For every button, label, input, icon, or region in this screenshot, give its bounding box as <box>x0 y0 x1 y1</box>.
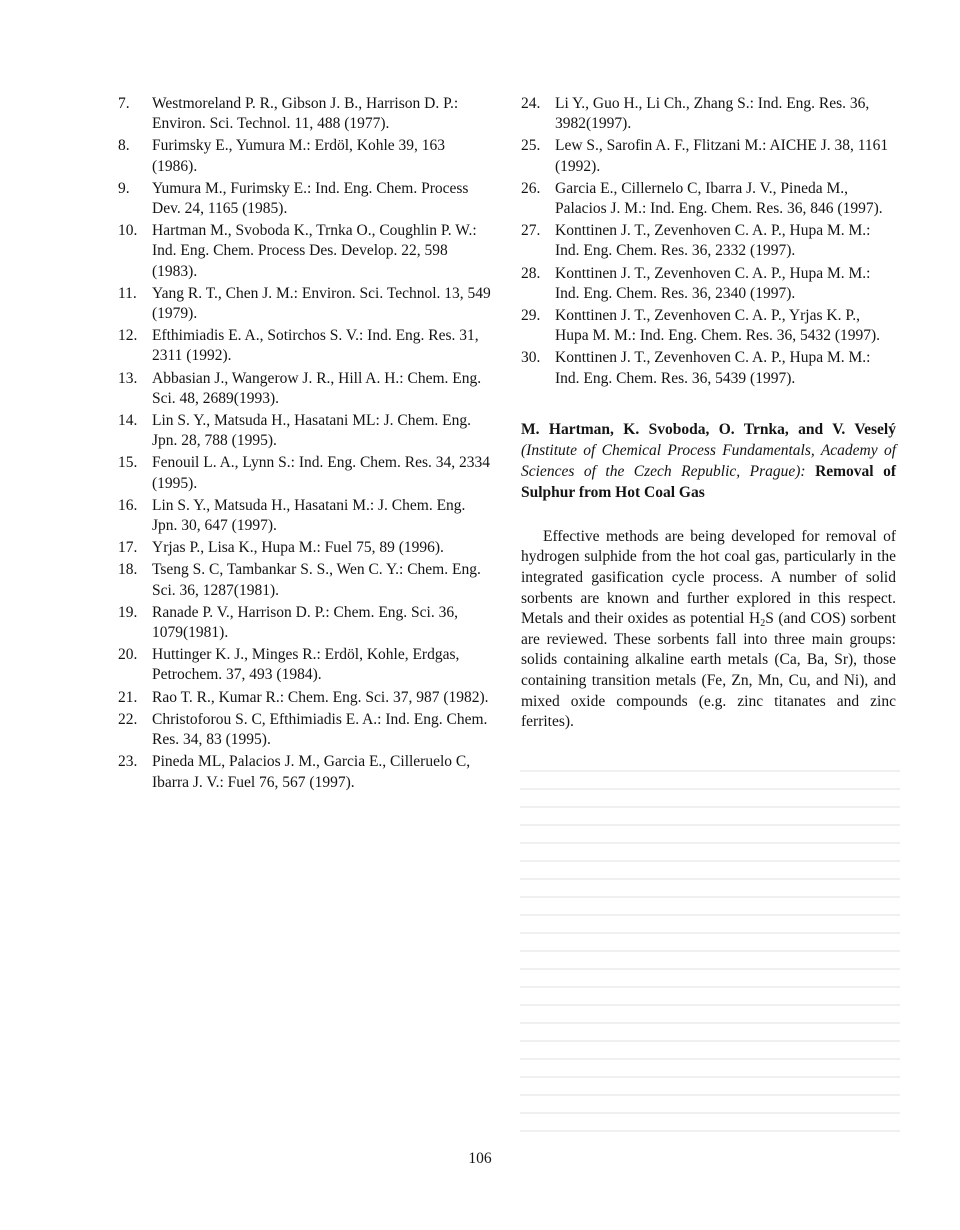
reference-item <box>521 136 896 176</box>
reference-number: 26. <box>521 179 541 197</box>
reference-number: 23. <box>118 753 138 771</box>
article-authors: M. Hartman, K. Svoboda, O. Trnka, and V. Veselý <box>521 420 896 438</box>
reference-item <box>118 496 493 536</box>
reference-number: 21. <box>118 688 138 706</box>
abstract-text-2: S (and COS) sorbent are reviewed. These sorbents fall into three main groups: solids containing alkaline earth metals (Ca, Ba, Sr), those containing transition metals (Fe, Zn, Mn, Cu, and Ni), and mixed oxide compounds (e.g. zinc titanates and zinc ferrites). <box>521 610 896 731</box>
reference-number: 8. <box>118 137 130 155</box>
reference-text: Li Y., Guo H., Li Ch., Zhang S.: Ind. Eng. Res. 36, 3982(1997). <box>555 95 870 133</box>
reference-number: 22. <box>118 710 138 728</box>
article-title: Removal of Sulphur from Hot Coal Gas <box>521 462 896 501</box>
reference-item <box>118 538 493 558</box>
reference-text: Westmoreland P. R., Gibson J. B., Harrison D. P.: Environ. Sci. Technol. 11, 488 (1977). <box>152 95 459 133</box>
article-affiliation: (Institute of Chemical Process Fundamentals, Academy of Sciences of the Czech Republic, Prague): <box>521 441 896 480</box>
reference-number: 10. <box>118 222 138 240</box>
reference-text: Konttinen J. T., Zevenhoven C. A. P., Hupa M. M.: Ind. Eng. Chem. Res. 36, 2340 (1997). <box>555 264 871 302</box>
reference-item <box>118 326 493 366</box>
reference-item <box>118 94 493 134</box>
reference-text: Abbasian J., Wangerow J. R., Hill A. H.: Chem. Eng. Sci. 48, 2689(1993). <box>152 369 482 407</box>
reference-item <box>118 411 493 451</box>
reference-list-right <box>521 94 896 389</box>
reference-item <box>118 603 493 643</box>
reference-list-left <box>118 94 493 795</box>
reference-item <box>521 94 896 134</box>
reference-number: 13. <box>118 369 138 387</box>
reference-text: Efthimiadis E. A., Sotirchos S. V.: Ind. Eng. Res. 31, 2311 (1992). <box>152 327 479 365</box>
reference-number: 29. <box>521 307 541 325</box>
reference-text: Ranade P. V., Harrison D. P.: Chem. Eng. Sci. 36, 1079(1981). <box>152 603 458 642</box>
reference-text: Konttinen J. T., Zevenhoven C. A. P., Hupa M. M.: Ind. Eng. Chem. Res. 36, 5439 (1997). <box>555 349 871 387</box>
reference-item <box>118 710 493 750</box>
reference-item <box>521 179 896 219</box>
right-column <box>521 94 896 733</box>
reference-item <box>118 369 493 409</box>
reference-text: Huttinger K. J., Minges R.: Erdöl, Kohle, Erdgas, Petrochem. 37, 493 (1984). <box>152 646 460 684</box>
reference-text: Garcia E., Cillernelo C, Ibarra J. V., Pineda M., Palacios J. M.: Ind. Eng. Chem. Res. 36, 846 (1997). <box>555 179 883 218</box>
reference-text: Lew S., Sarofin A. F., Flitzani M.: AICHE J. 38, 1161 (1992). <box>555 137 889 175</box>
reference-number: 25. <box>521 137 541 155</box>
reference-text: Yrjas P., Lisa K., Hupa M.: Fuel 75, 89 (1996). <box>152 539 444 557</box>
reference-item <box>118 453 493 493</box>
reference-item <box>118 284 493 324</box>
reference-number: 11. <box>118 284 137 302</box>
reference-number: 18. <box>118 561 138 579</box>
reference-number: 24. <box>521 95 541 112</box>
reverse-side-bleed-through <box>520 770 900 1140</box>
reference-item <box>118 179 493 219</box>
reference-item <box>118 688 493 708</box>
article-abstract <box>521 527 896 733</box>
reference-text: Konttinen J. T., Zevenhoven C. A. P., Yrjas K. P., Hupa M. M.: Ind. Eng. Chem. Res. 36, 5432 (1997). <box>555 307 881 345</box>
reference-number: 19. <box>118 603 138 621</box>
reference-item <box>118 560 493 600</box>
reference-number: 9. <box>118 179 130 197</box>
abstract-text-1: Effective methods are being developed for removal of hydrogen sulphide from the hot coal gas, particularly in the integrated gasification cycle process. A number of solid sorbents are known and further explored in this respect. Metals and their oxides as potential H <box>521 527 896 628</box>
reference-item <box>521 306 896 346</box>
reference-text: Furimsky E., Yumura M.: Erdöl, Kohle 39, 163 (1986). <box>152 137 446 175</box>
reference-item <box>118 136 493 176</box>
reference-number: 15. <box>118 454 138 472</box>
reference-text: Tseng S. C, Tambankar S. S., Wen C. Y.: Chem. Eng. Sci. 36, 1287(1981). <box>152 561 481 599</box>
reference-number: 12. <box>118 327 138 345</box>
reference-text: Yumura M., Furimsky E.: Ind. Eng. Chem. Process Dev. 24, 1165 (1985). <box>152 179 469 218</box>
reference-text: Hartman M., Svoboda K., Trnka O., Coughlin P. W.: Ind. Eng. Chem. Process Des. Develop. 22, 598 (1983). <box>152 222 477 280</box>
reference-item <box>521 348 896 388</box>
reference-text: Pineda ML, Palacios J. M., Garcia E., Cilleruelo C, Ibarra J. V.: Fuel 76, 567 (1997). <box>152 753 471 791</box>
reference-item <box>118 221 493 282</box>
article-heading <box>521 419 896 503</box>
page-number: 106 <box>468 1150 492 1167</box>
reference-number: 28. <box>521 264 541 282</box>
reference-number: 14. <box>118 412 138 430</box>
reference-text: Lin S. Y., Matsuda H., Hasatani M.: J. Chem. Eng. Jpn. 30, 647 (1997). <box>152 496 466 535</box>
reference-number: 16. <box>118 496 138 514</box>
reference-text: Konttinen J. T., Zevenhoven C. A. P., Hupa M. M.: Ind. Eng. Chem. Res. 36, 2332 (1997). <box>555 222 871 260</box>
reference-item <box>521 221 896 261</box>
reference-text: Lin S. Y., Matsuda H., Hasatani ML: J. Chem. Eng. Jpn. 28, 788 (1995). <box>152 412 472 450</box>
reference-text: Yang R. T., Chen J. M.: Environ. Sci. Technol. 13, 549 (1979). <box>152 284 491 323</box>
reference-text: Rao T. R., Kumar R.: Chem. Eng. Sci. 37, 987 (1982). <box>152 688 489 706</box>
reference-number: 17. <box>118 539 138 557</box>
reference-number: 7. <box>118 95 130 112</box>
reference-item <box>118 645 493 685</box>
reference-text: Fenouil L. A., Lynn S.: Ind. Eng. Chem. Res. 34, 2334 (1995). <box>152 454 490 492</box>
reference-number: 20. <box>118 646 138 664</box>
reference-text: Christoforou S. C, Efthimiadis E. A.: Ind. Eng. Chem. Res. 34, 83 (1995). <box>152 710 488 749</box>
reference-number: 30. <box>521 349 541 367</box>
reference-number: 27. <box>521 222 541 240</box>
abstract-subscript: 2 <box>760 618 766 630</box>
reference-item <box>118 752 493 792</box>
reference-item <box>521 264 896 304</box>
